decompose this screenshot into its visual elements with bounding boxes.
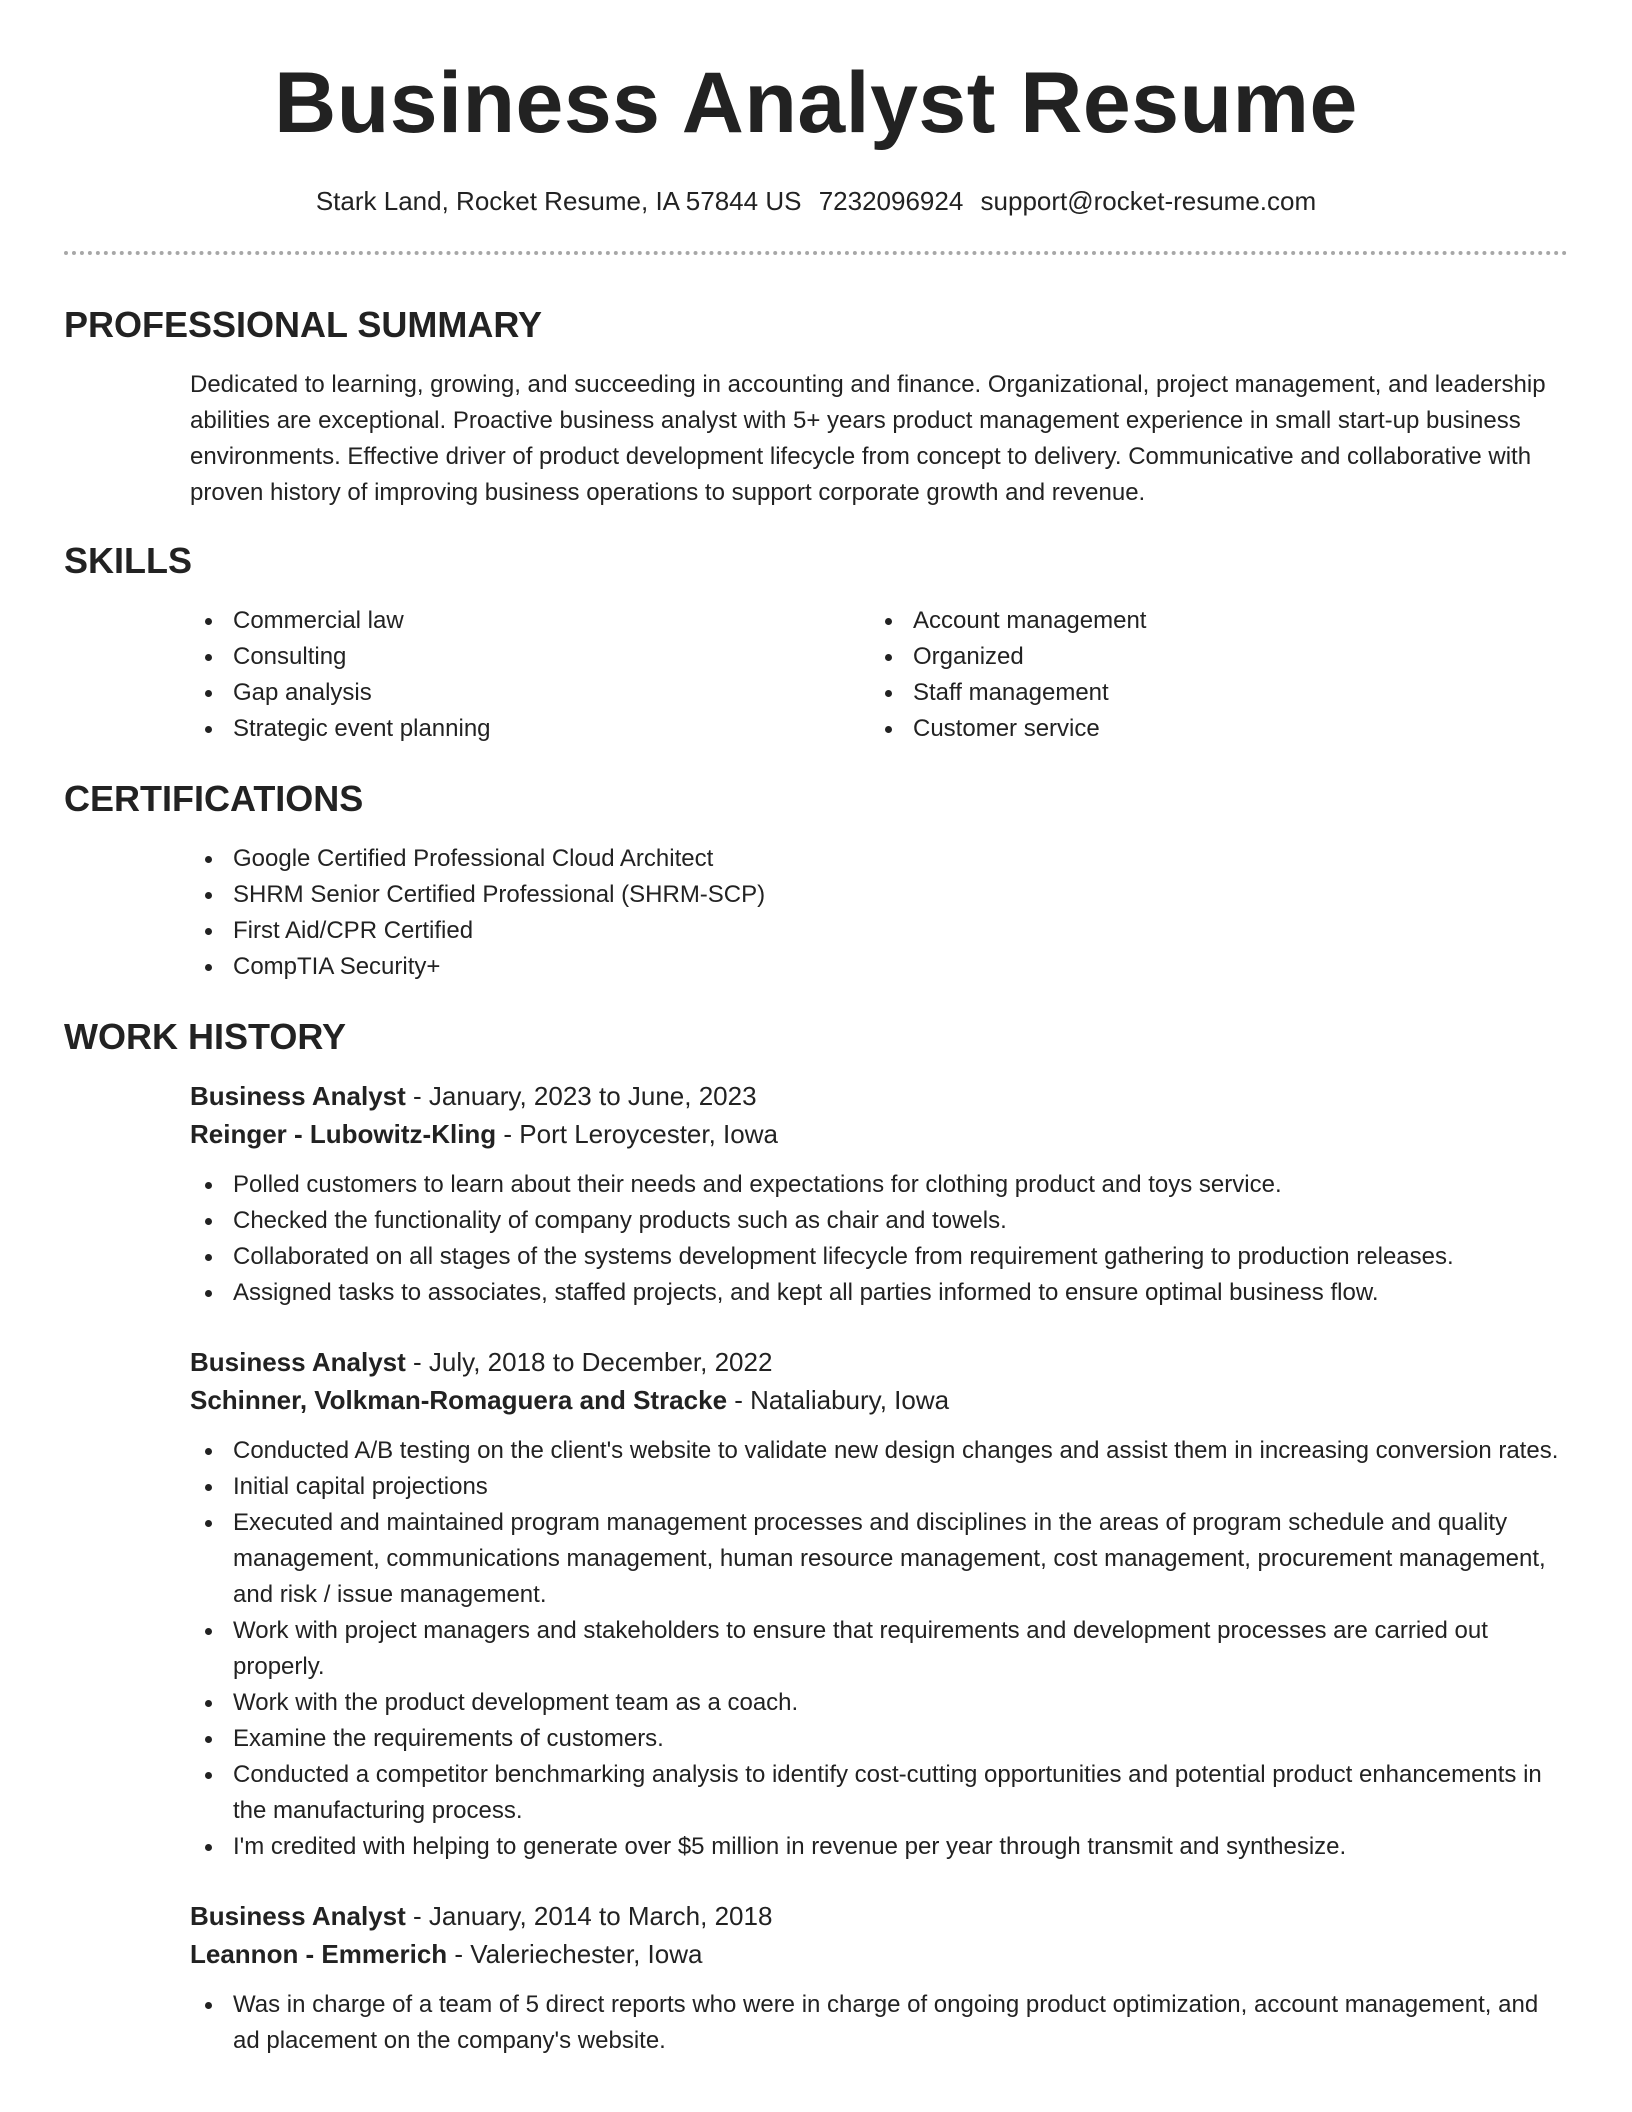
job-company: Reinger - Lubowitz-Kling xyxy=(190,1119,497,1149)
certification-item: Google Certified Professional Cloud Architect xyxy=(190,841,1568,877)
job-company-line xyxy=(190,1935,1568,1973)
job-bullet: Conducted a competitor benchmarking analysis to identify cost-cutting opportunities and potential product enhancements in the manufacturing process. xyxy=(190,1757,1568,1829)
skill-item: Customer service xyxy=(870,711,1550,747)
job-bullet: Work with the product development team as a coach. xyxy=(190,1685,1568,1721)
job-location: - Nataliabury, Iowa xyxy=(727,1385,950,1415)
header-divider xyxy=(64,251,1568,255)
skill-item: Strategic event planning xyxy=(190,711,870,747)
job-company: Leannon - Emmerich xyxy=(190,1939,448,1969)
contact-address: Stark Land, Rocket Resume, IA 57844 US xyxy=(315,186,802,216)
contact-phone: 7232096924 xyxy=(818,186,964,216)
job-entry xyxy=(190,1897,1568,2059)
job-bullet: Was in charge of a team of 5 direct reports who were in charge of ongoing product optimization, account management, and ad placement on the company's website. xyxy=(190,1987,1568,2059)
job-company-line xyxy=(190,1115,1568,1153)
contact-email: support@rocket-resume.com xyxy=(980,186,1317,216)
page-title: Business Analyst Resume xyxy=(274,55,1358,151)
certification-item: SHRM Senior Certified Professional (SHRM-SCP) xyxy=(190,877,1568,913)
job-title-line xyxy=(190,1343,1568,1381)
skill-item: Organized xyxy=(870,639,1550,675)
job-bullet: Checked the functionality of company products such as chair and towels. xyxy=(190,1203,1568,1239)
skill-item: Consulting xyxy=(190,639,870,675)
job-bullet: Initial capital projections xyxy=(190,1469,1568,1505)
job-title: Business Analyst xyxy=(190,1081,406,1111)
skills-section xyxy=(0,540,1632,747)
job-bullet: I'm credited with helping to generate over $5 million in revenue per year through transmit and synthesize. xyxy=(190,1829,1568,1865)
job-bullet: Polled customers to learn about their needs and expectations for clothing product and toys service. xyxy=(190,1167,1568,1203)
job-title-line xyxy=(190,1077,1568,1115)
job-title: Business Analyst xyxy=(190,1347,406,1377)
certification-item: CompTIA Security+ xyxy=(190,949,1568,985)
skill-item: Gap analysis xyxy=(190,675,870,711)
skill-item: Staff management xyxy=(870,675,1550,711)
job-company-line xyxy=(190,1381,1568,1419)
job-bullet: Examine the requirements of customers. xyxy=(190,1721,1568,1757)
job-location: - Valeriechester, Iowa xyxy=(447,1939,703,1969)
summary-text: Dedicated to learning, growing, and succeeding in accounting and finance. Organizational, project management, and leadership abilities are exceptional. Proactive business analyst with 5+ years product management experience in small start-up business environments. Effective driver of product development lifecycle from concept to delivery. Communicative and collaborative with proven history of improving business operations to support corporate growth and revenue. xyxy=(190,371,1546,506)
skills-column-right xyxy=(870,603,1550,747)
job-bullet: Conducted A/B testing on the client's website to validate new design changes and assist them in increasing conversion rates. xyxy=(190,1433,1568,1469)
summary-section xyxy=(0,304,1632,511)
skills-column-left xyxy=(190,603,870,747)
summary-heading: PROFESSIONAL SUMMARY xyxy=(64,304,543,345)
certifications-section xyxy=(0,778,1632,985)
job-bullet: Executed and maintained program management processes and disciplines in the areas of program schedule and quality management, communications management, human resource management, cost management, procurement management, and risk / issue management. xyxy=(190,1505,1568,1613)
job-dates: - January, 2023 to June, 2023 xyxy=(405,1081,757,1111)
skill-item: Account management xyxy=(870,603,1550,639)
contact-line xyxy=(0,186,1632,217)
skill-item: Commercial law xyxy=(190,603,870,639)
job-entry xyxy=(190,1077,1568,1311)
job-bullet: Collaborated on all stages of the systems development lifecycle from requirement gathering to production releases. xyxy=(190,1239,1568,1275)
job-entry xyxy=(190,1343,1568,1865)
job-bullet: Work with project managers and stakeholders to ensure that requirements and development processes are carried out properly. xyxy=(190,1613,1568,1685)
job-title-line xyxy=(190,1897,1568,1935)
job-title: Business Analyst xyxy=(190,1901,406,1931)
certifications-heading: CERTIFICATIONS xyxy=(64,778,364,819)
job-dates: - July, 2018 to December, 2022 xyxy=(405,1347,773,1377)
certification-item: First Aid/CPR Certified xyxy=(190,913,1568,949)
job-company: Schinner, Volkman-Romaguera and Stracke xyxy=(190,1385,728,1415)
job-location: - Port Leroycester, Iowa xyxy=(496,1119,778,1149)
work-history-heading: WORK HISTORY xyxy=(64,1016,347,1057)
work-history-section xyxy=(0,1016,1632,2059)
skills-heading: SKILLS xyxy=(64,540,193,581)
job-bullet: Assigned tasks to associates, staffed projects, and kept all parties informed to ensure optimal business flow. xyxy=(190,1275,1568,1311)
job-dates: - January, 2014 to March, 2018 xyxy=(405,1901,773,1931)
